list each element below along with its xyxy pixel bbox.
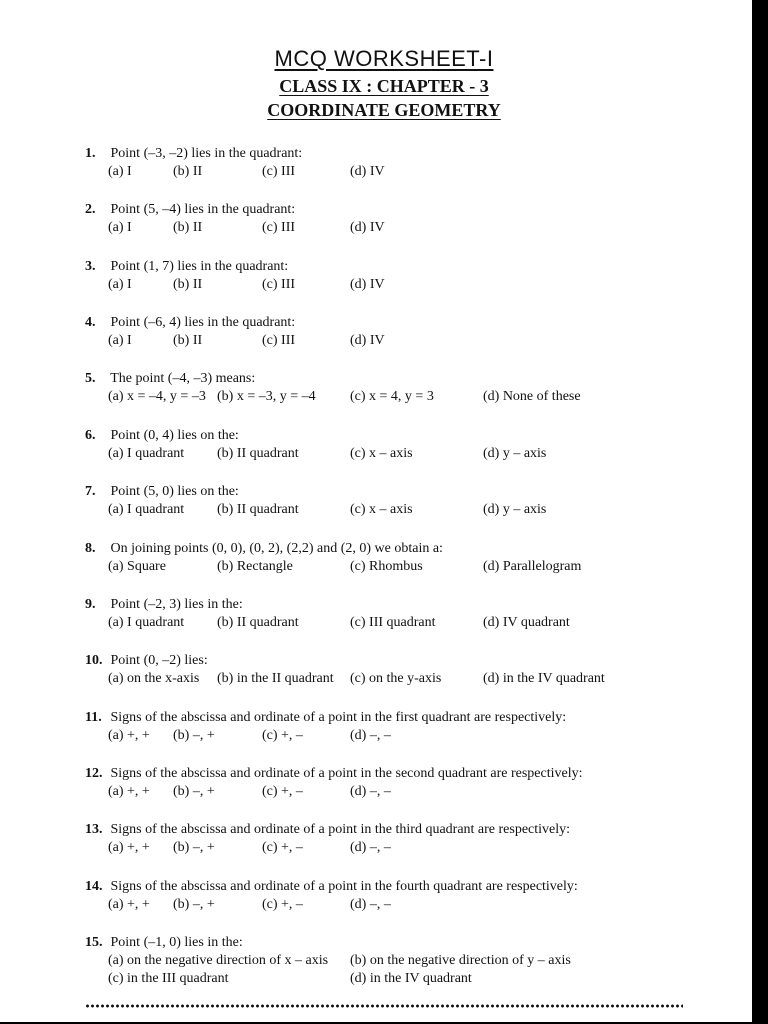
question-12 <box>0 766 752 810</box>
answer-option: (c) III quadrant <box>350 615 436 630</box>
question-13 <box>0 822 752 866</box>
question-number: 13. <box>85 822 103 837</box>
answer-option: (b) –, + <box>173 897 215 912</box>
question-prompt: The point (–4, –3) means: <box>110 371 256 386</box>
question-text <box>85 146 302 162</box>
question-number: 10. <box>85 653 103 668</box>
answer-option: (c) +, – <box>262 897 303 912</box>
question-prompt: On joining points (0, 0), (0, 2), (2,2) and (2, 0) we obtain a: <box>110 541 443 556</box>
answer-option: (c) Rhombus <box>350 559 423 574</box>
answer-option: (b) II quadrant <box>217 615 299 630</box>
answer-option: (c) in the III quadrant <box>108 971 229 986</box>
answer-option: (a) +, + <box>108 840 150 855</box>
answer-option: (d) IV <box>350 277 385 292</box>
question-number: 12. <box>85 766 103 781</box>
answer-option: (d) y – axis <box>483 446 547 461</box>
answer-option: (a) on the x-axis <box>108 671 200 686</box>
answer-option: (b) Rectangle <box>217 559 293 574</box>
question-number: 11. <box>85 710 102 725</box>
question-1 <box>0 146 752 190</box>
question-10 <box>0 653 752 697</box>
answer-option: (d) Parallelogram <box>483 559 582 574</box>
question-number: 9. <box>85 597 96 612</box>
answer-option: (c) +, – <box>262 840 303 855</box>
question-text <box>85 428 239 444</box>
question-5 <box>0 371 752 415</box>
question-prompt: Point (–6, 4) lies in the quadrant: <box>110 315 296 330</box>
question-text <box>85 935 243 951</box>
answer-option: (b) II quadrant <box>217 446 299 461</box>
question-number: 3. <box>85 259 96 274</box>
question-text <box>85 597 243 613</box>
dotted-divider <box>85 1003 683 1009</box>
question-prompt: Point (0, –2) lies: <box>110 653 208 668</box>
question-prompt: Point (–2, 3) lies in the: <box>110 597 243 612</box>
question-text <box>85 653 208 669</box>
question-11 <box>0 710 752 754</box>
answer-option: (b) II <box>173 333 203 348</box>
answer-option: (c) +, – <box>262 728 303 743</box>
question-number: 1. <box>85 146 96 161</box>
answer-option: (c) x – axis <box>350 502 413 517</box>
question-prompt: Signs of the abscissa and ordinate of a point in the fourth quadrant are respectively: <box>110 879 578 894</box>
question-text <box>85 541 443 557</box>
answer-option: (a) +, + <box>108 728 150 743</box>
question-text <box>85 315 295 331</box>
answer-option: (c) III <box>262 333 296 348</box>
question-number: 8. <box>85 541 96 556</box>
question-prompt: Point (5, –4) lies in the quadrant: <box>110 202 296 217</box>
answer-option: (a) I <box>108 333 132 348</box>
question-number: 6. <box>85 428 96 443</box>
question-number: 2. <box>85 202 96 217</box>
question-2 <box>0 202 752 246</box>
answer-option: (a) I <box>108 164 132 179</box>
answer-option: (a) Square <box>108 559 166 574</box>
answer-option: (d) y – axis <box>483 502 547 517</box>
question-prompt: Signs of the abscissa and ordinate of a point in the first quadrant are respectively: <box>110 710 567 725</box>
answer-option: (c) x = 4, y = 3 <box>350 389 434 404</box>
question-14 <box>0 879 752 923</box>
question-prompt: Point (0, 4) lies on the: <box>110 428 239 443</box>
question-prompt: Point (–1, 0) lies in the: <box>110 935 243 950</box>
answer-option: (b) II <box>173 220 203 235</box>
answer-option: (d) –, – <box>350 840 391 855</box>
answer-option: (d) –, – <box>350 784 391 799</box>
answer-option: (a) I <box>108 277 132 292</box>
question-8 <box>0 541 752 585</box>
answer-option: (b) on the negative direction of y – axis <box>350 953 571 968</box>
question-text <box>85 259 288 275</box>
answer-option: (d) IV <box>350 333 385 348</box>
answer-option: (c) x – axis <box>350 446 413 461</box>
answer-option: (c) III <box>262 164 296 179</box>
question-text <box>85 202 295 218</box>
question-7 <box>0 484 752 528</box>
answer-option: (b) II quadrant <box>217 502 299 517</box>
question-number: 15. <box>85 935 103 950</box>
answer-option: (d) –, – <box>350 897 391 912</box>
question-text <box>85 484 239 500</box>
question-text <box>85 371 255 387</box>
class-chapter-line: CLASS IX : CHAPTER - 3 <box>279 76 489 96</box>
question-6 <box>0 428 752 472</box>
answer-option: (d) –, – <box>350 728 391 743</box>
answer-option: (c) +, – <box>262 784 303 799</box>
answer-option: (d) IV <box>350 164 385 179</box>
answer-option: (a) +, + <box>108 784 150 799</box>
question-number: 7. <box>85 484 96 499</box>
answer-option: (d) None of these <box>483 389 581 404</box>
question-prompt: Point (1, 7) lies in the quadrant: <box>110 259 289 274</box>
question-prompt: Point (5, 0) lies on the: <box>110 484 239 499</box>
answer-option: (a) x = –4, y = –3 <box>108 389 206 404</box>
question-text <box>85 879 578 895</box>
answer-option: (b) –, + <box>173 784 215 799</box>
question-prompt: Point (–3, –2) lies in the quadrant: <box>110 146 303 161</box>
question-text <box>85 822 570 838</box>
answer-option: (d) IV quadrant <box>483 615 570 630</box>
question-number: 5. <box>85 371 96 386</box>
question-text <box>85 766 582 782</box>
answer-option: (d) IV <box>350 220 385 235</box>
answer-option: (a) I quadrant <box>108 446 185 461</box>
question-15 <box>0 935 752 986</box>
answer-option: (b) –, + <box>173 840 215 855</box>
question-prompt: Signs of the abscissa and ordinate of a point in the second quadrant are respectively: <box>110 766 583 781</box>
worksheet-title: MCQ WORKSHEET-I <box>274 46 494 71</box>
answer-option: (a) +, + <box>108 897 150 912</box>
chapter-title: COORDINATE GEOMETRY <box>267 100 501 120</box>
question-prompt: Signs of the abscissa and ordinate of a point in the third quadrant are respectively: <box>110 822 571 837</box>
question-3 <box>0 259 752 303</box>
answer-option: (b) II <box>173 277 203 292</box>
answer-option: (d) in the IV quadrant <box>483 671 605 686</box>
question-9 <box>0 597 752 641</box>
answer-option: (a) on the negative direction of x – axis <box>108 953 329 968</box>
answer-option: (c) III <box>262 277 296 292</box>
answer-option: (d) in the IV quadrant <box>350 971 472 986</box>
answer-option: (b) II <box>173 164 203 179</box>
answer-option: (b) in the II quadrant <box>217 671 334 686</box>
answer-option: (a) I quadrant <box>108 502 185 517</box>
question-text <box>85 710 566 726</box>
answer-option: (b) x = –3, y = –4 <box>217 389 316 404</box>
answer-option: (a) I quadrant <box>108 615 185 630</box>
answer-option: (a) I <box>108 220 132 235</box>
question-4 <box>0 315 752 359</box>
question-number: 14. <box>85 879 103 894</box>
answer-option: (c) III <box>262 220 296 235</box>
question-number: 4. <box>85 315 96 330</box>
answer-option: (c) on the y-axis <box>350 671 442 686</box>
answer-option: (b) –, + <box>173 728 215 743</box>
